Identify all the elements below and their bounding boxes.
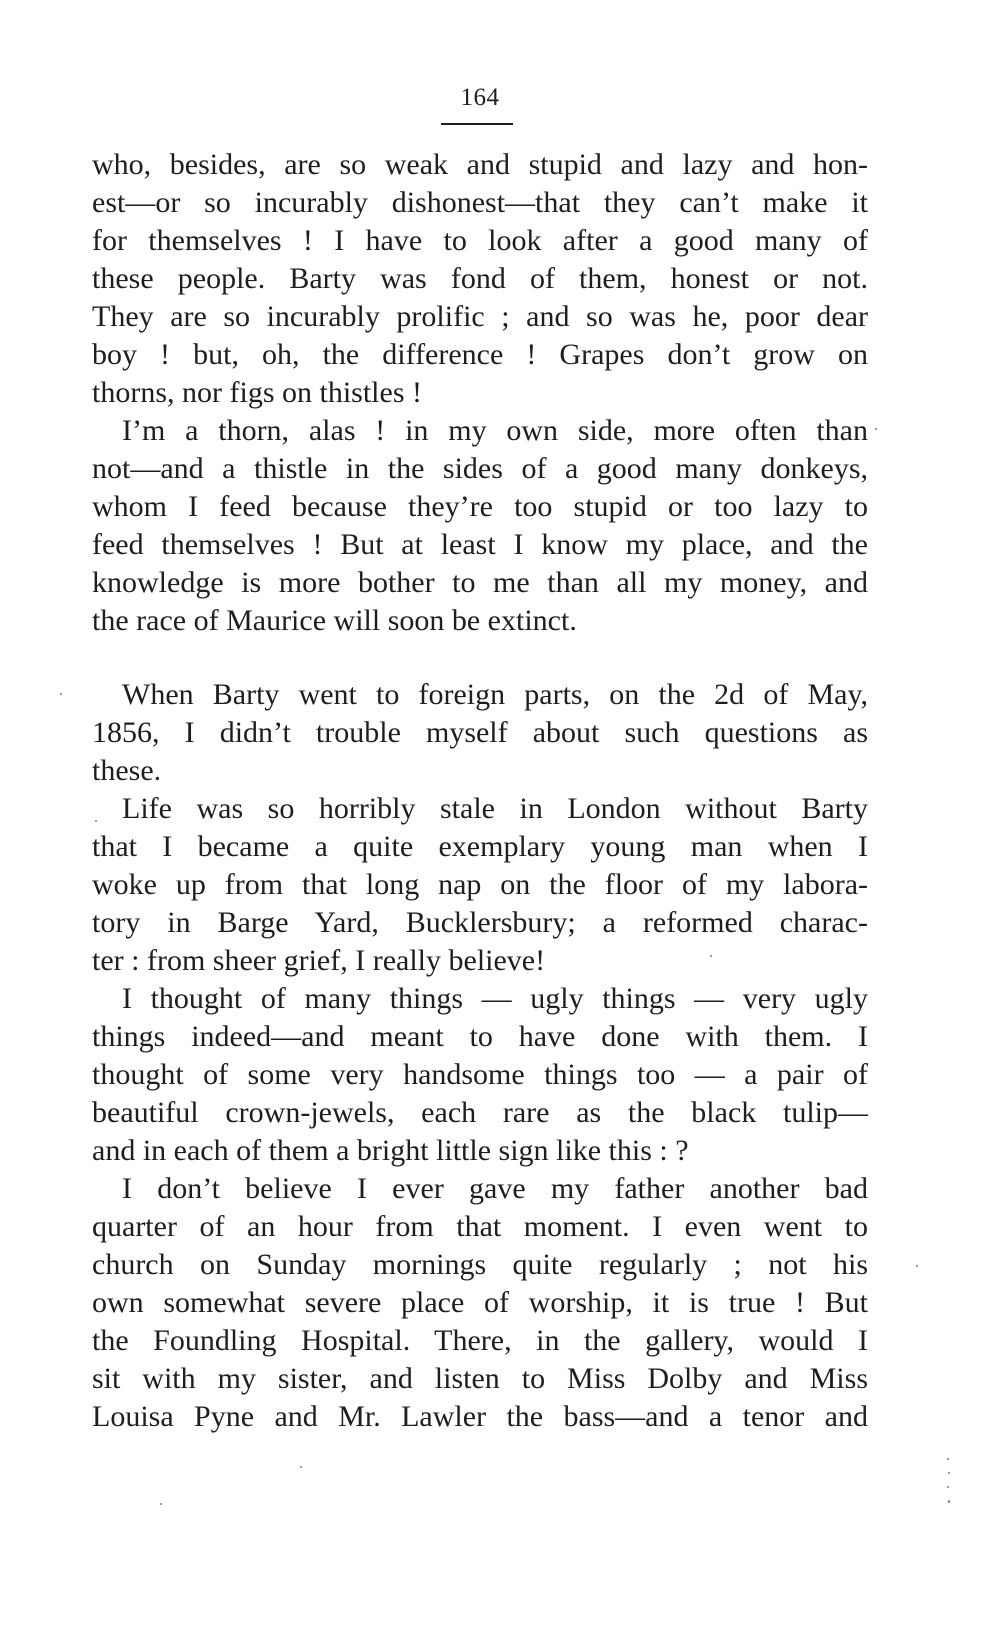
scan-speck: [60, 693, 62, 695]
text-line: Louisa Pyne and Mr. Lawler the bass—and a tenor and: [92, 1400, 868, 1433]
scan-speck: [916, 1265, 918, 1267]
text-line: I thought of many things — ugly things — very ugly: [122, 982, 868, 1015]
text-line: thorns, nor figs on thistles !: [92, 376, 422, 409]
text-line: quarter of an hour from that moment. I even went to: [92, 1210, 868, 1243]
text-line: tory in Barge Yard, Bucklersbury; a reformed charac-: [92, 906, 868, 939]
text-line: church on Sunday mornings quite regularly ; not his: [92, 1248, 868, 1281]
text-line: and in each of them a bright little sign like this : ?: [92, 1134, 689, 1167]
text-line: est—or so incurably dishonest—that they can’t make it: [92, 186, 868, 219]
text-line: feed themselves ! But at least I know my place, and the: [92, 528, 868, 561]
text-line: for themselves ! I have to look after a good many of: [92, 224, 868, 257]
text-line: these.: [92, 754, 162, 787]
text-line: whom I feed because they’re too stupid or too lazy to: [92, 490, 868, 523]
paragraph-block-2: [92, 676, 868, 1436]
page-number-rule: [441, 123, 513, 125]
text-line: own somewhat severe place of worship, it is true ! But: [92, 1286, 868, 1319]
scan-speck: [95, 820, 97, 822]
scan-speck: [160, 1503, 162, 1505]
text-line: ter : from sheer grief, I really believe!: [92, 944, 546, 977]
scan-speck: [947, 1458, 949, 1460]
text-line: boy ! but, oh, the difference ! Grapes don’t grow on: [92, 338, 868, 371]
text-line: the race of Maurice will soon be extinct.: [92, 604, 577, 637]
text-line: I don’t believe I ever gave my father another bad: [122, 1172, 868, 1205]
text-line: I’m a thorn, alas ! in my own side, more often than: [122, 414, 868, 447]
text-line: things indeed—and meant to have done with them. I: [92, 1020, 868, 1053]
text-line: They are so incurably prolific ; and so was he, poor dear: [92, 300, 868, 333]
text-line: the Foundling Hospital. There, in the gallery, would I: [92, 1324, 868, 1357]
text-line: beautiful crown-jewels, each rare as the black tulip—: [92, 1096, 868, 1129]
page-number: 164: [460, 84, 500, 111]
text-line: When Barty went to foreign parts, on the 2d of May,: [122, 678, 868, 711]
scan-speck: [948, 1472, 950, 1474]
text-line: 1856, I didn’t trouble myself about such questions as: [92, 716, 868, 749]
scan-speck: [875, 428, 877, 430]
text-line: knowledge is more bother to me than all my money, and: [92, 566, 868, 599]
scan-speck: [300, 1466, 302, 1468]
text-line: thought of some very handsome things too — a pair of: [92, 1058, 868, 1091]
scan-speck: [948, 1500, 950, 1503]
text-line: woke up from that long nap on the floor of my labora-: [92, 868, 868, 901]
text-line: not—and a thistle in the sides of a good many donkeys,: [92, 452, 868, 485]
text-line: who, besides, are so weak and stupid and lazy and hon-: [92, 148, 868, 181]
text-line: these people. Barty was fond of them, honest or not.: [92, 262, 868, 295]
scan-speck: [710, 955, 712, 957]
scan-speck: [947, 1486, 949, 1488]
text-line: sit with my sister, and listen to Miss Dolby and Miss: [92, 1362, 868, 1395]
text-line: Life was so horribly stale in London without Barty: [122, 792, 868, 825]
text-line: that I became a quite exemplary young man when I: [92, 830, 868, 863]
paragraph-block-1: [92, 146, 868, 640]
